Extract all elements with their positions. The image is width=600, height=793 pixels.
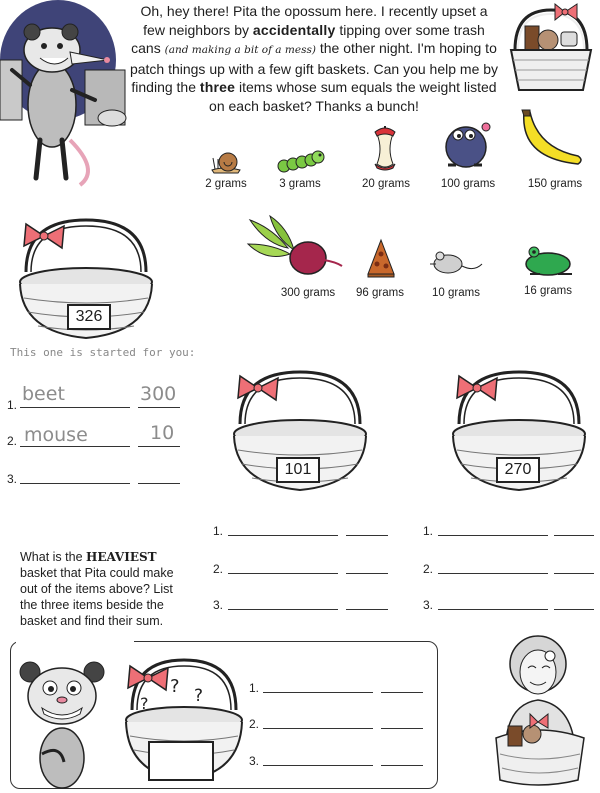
intro-paragraph [128, 2, 500, 115]
basket2-row-2-item-line[interactable] [228, 573, 338, 574]
basket-third-weight: 270 [496, 457, 540, 483]
question-heaviest: HEAVIEST [86, 550, 157, 564]
heaviest-row-3-item-line[interactable] [263, 765, 373, 766]
intro-emphasis-three: three [199, 79, 236, 95]
example-row-2-item-line[interactable] [20, 446, 130, 447]
basket3-row-1-weight-line[interactable] [554, 535, 594, 536]
basket2-row-1-number: 1. [213, 524, 224, 538]
basket3-row-1-number: 1. [423, 524, 434, 538]
item-weight-pizza: 96 grams [356, 287, 404, 299]
item-weight-banana: 150 grams [527, 178, 583, 190]
snail-icon [210, 148, 242, 174]
basket-second-weight: 101 [276, 457, 320, 483]
mystery-question-mark-3: ? [140, 694, 149, 713]
basket2-row-3-number: 3. [213, 598, 224, 612]
pizza-icon [366, 238, 396, 278]
intro-text-1: Oh, hey there! Pita the opossum here. I recently upset a few neighbors by [140, 3, 488, 38]
example-row-3-number: 3. [7, 472, 18, 486]
apple-core-icon [372, 124, 398, 172]
full-basket-icon [503, 2, 598, 97]
heaviest-row-1-item-line[interactable] [263, 692, 373, 693]
example-row-2-number: 2. [7, 434, 18, 448]
basket-example-weight: 326 [67, 304, 111, 330]
mystery-weight-box[interactable] [148, 741, 214, 781]
basket3-row-1-item-line[interactable] [438, 535, 548, 536]
example-row-2-weight-line[interactable] [138, 446, 180, 447]
item-weight-mouse: 10 grams [432, 287, 480, 299]
heaviest-row-1-weight-line[interactable] [381, 692, 423, 693]
example-row-3-item-line[interactable] [20, 483, 130, 484]
question-text-1: What is the [20, 550, 86, 564]
item-weight-frog: 16 grams [524, 285, 572, 297]
frog-icon [520, 242, 578, 278]
example-row-2-item: mouse [24, 424, 88, 446]
item-weight-caterpillar: 3 grams [279, 178, 321, 190]
heaviest-row-3-weight-line[interactable] [381, 765, 423, 766]
example-row-1-item: beet [22, 383, 65, 405]
mystery-question-mark-1: ? [170, 676, 180, 697]
basket2-row-2-weight-line[interactable] [346, 573, 388, 574]
heaviest-row-3-number: 3. [249, 754, 260, 768]
item-weight-apple-core: 20 grams [362, 178, 410, 190]
basket2-row-2-number: 2. [213, 562, 224, 576]
basket3-row-2-number: 2. [423, 562, 434, 576]
caterpillar-icon [276, 148, 324, 174]
beet-icon [244, 214, 344, 278]
intro-text-2: tipping over some trash cans [131, 21, 485, 56]
item-weight-beet: 300 grams [280, 287, 336, 299]
basket3-row-3-number: 3. [423, 598, 434, 612]
example-row-1-item-line[interactable] [20, 407, 130, 408]
mole-icon [440, 113, 496, 169]
started-label: This one is started for you: [10, 346, 196, 359]
intro-aside: (and making a bit of a mess) [164, 44, 316, 56]
basket3-row-3-item-line[interactable] [438, 609, 548, 610]
heaviest-row-2-number: 2. [249, 717, 260, 731]
item-weight-mole: 100 grams [440, 178, 496, 190]
example-row-3-weight-line[interactable] [138, 483, 180, 484]
basket2-row-3-weight-line[interactable] [346, 609, 388, 610]
item-weight-snail: 2 grams [205, 178, 247, 190]
example-row-2-weight: 10 [150, 422, 175, 444]
mouse-icon [428, 246, 484, 276]
intro-text-3: the other night. I'm hoping to patch things up with a few gift baskets. Can you help me by finding the [129, 40, 499, 95]
intro-emphasis-accidentally: accidentally [252, 21, 336, 38]
basket2-row-1-weight-line[interactable] [346, 535, 388, 536]
neighbor-woman-icon [486, 630, 596, 790]
heaviest-row-2-weight-line[interactable] [381, 728, 423, 729]
mystery-question-mark-2: ? [194, 686, 204, 706]
heaviest-row-1-number: 1. [249, 681, 260, 695]
intro-text-4: items whose sum equals the weight listed on each basket? Thanks a bunch! [209, 79, 497, 114]
basket3-row-3-weight-line[interactable] [554, 609, 594, 610]
banana-icon [518, 108, 588, 172]
grinning-opossum-icon [14, 658, 114, 788]
panel-border-gap [16, 636, 134, 646]
heaviest-row-2-item-line[interactable] [263, 728, 373, 729]
heaviest-question [20, 549, 190, 629]
basket2-row-1-item-line[interactable] [228, 535, 338, 536]
example-row-1-number: 1. [7, 398, 18, 412]
basket3-row-2-weight-line[interactable] [554, 573, 594, 574]
question-text-2: basket that Pita could make out of the items above? List the three items beside the basket and find their sum. [20, 566, 174, 628]
basket2-row-3-item-line[interactable] [228, 609, 338, 610]
opossum-trash-illustration [0, 0, 130, 190]
basket3-row-2-item-line[interactable] [438, 573, 548, 574]
example-row-1-weight-line[interactable] [138, 407, 180, 408]
example-row-1-weight: 300 [140, 383, 177, 405]
